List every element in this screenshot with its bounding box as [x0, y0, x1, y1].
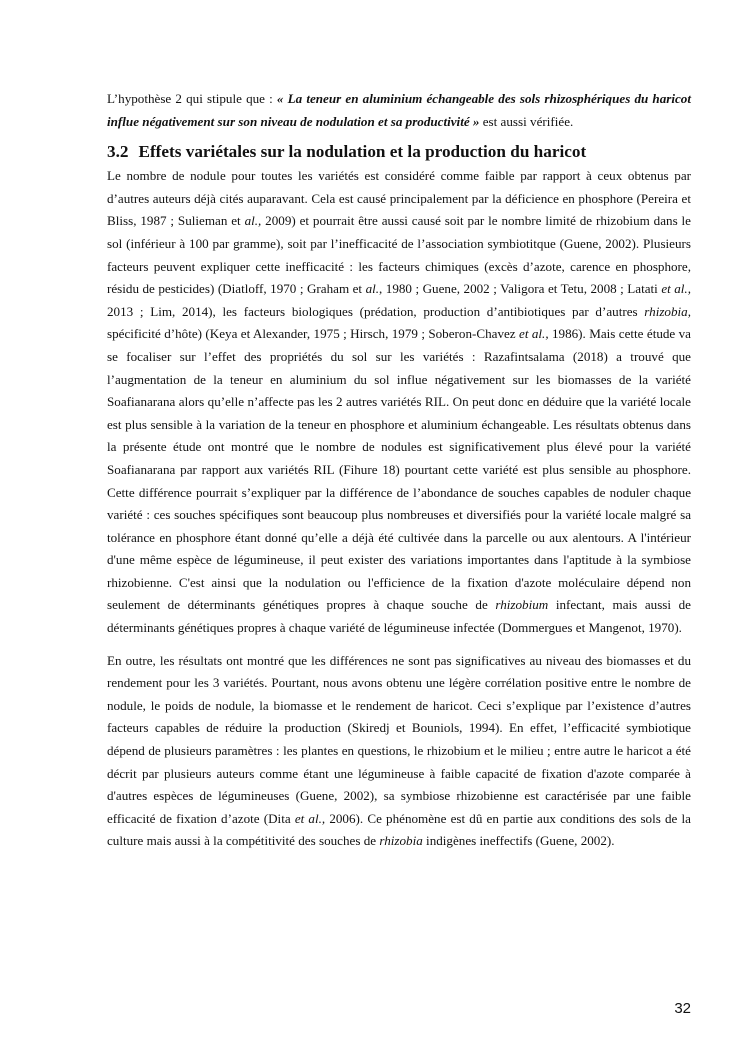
p2-text-2: 2006). Ce phénomène est dû en partie aux conditions des sols de la culture mais aussi à la compétitivité des souches de — [107, 810, 691, 849]
p1-italic-4: rhizobia, — [644, 303, 691, 319]
p1-italic-2: al. — [365, 281, 380, 297]
hypothesis-paragraph — [107, 88, 691, 133]
p1-text-3: , 1980 ; Guene, 2002 ; Valigora et Tetu, 2008 ; Latati — [379, 281, 662, 297]
hypothesis-prefix: L’hypothèse 2 qui stipule que : — [107, 91, 277, 106]
page-number: 32 — [674, 1000, 691, 1017]
p2-italic-1: et al., — [294, 810, 326, 826]
hypothesis-suffix: est aussi vérifiée. — [479, 113, 574, 129]
p1-text-2: 2009) et pourrait être aussi causé soit par le nombre limité de rhizobium dans le sol (inférieur à 100 par gramme), soit par l’inefficacité de l’association symbiotitque (Guene, 2002). Plusieurs facteurs peuvent expliquer cette inefficacité : les facteurs chimiques (excès d’azote, carence en phosphore, résidu de pesticides) (Diatloff, 1970 ; Graham et — [107, 213, 691, 297]
p1-italic-3: et al., — [661, 281, 691, 297]
p1-text-1: Le nombre de nodule pour toutes les variétés est considéré comme faible par rapport à ceux obtenus par d’autres auteurs déjà cités auparavant. Cela est causé principalement par la déficience en phosphore (Pereira et Bliss, 1987 ; Sulieman et — [107, 168, 691, 229]
p1-italic-6: rhizobium — [495, 597, 549, 613]
p1-italic-1: al., — [244, 213, 262, 229]
section-number: 3.2 — [107, 142, 129, 162]
p1-text-4: 2013 ; Lim, 2014), les facteurs biologiques (prédation, production d’antibiotiques par d’autres — [107, 303, 645, 319]
hypothesis-quote: « La teneur en aluminium échangeable des sols rhizosphériques du haricot influe négativement sur son niveau de nodulation et sa productivité » — [107, 91, 691, 129]
document-page — [107, 88, 691, 853]
p1-text-6: 1986). Mais cette étude va se focaliser sur l’effet des propriétés du sol sur les variétés : Razafintsalama (2018) a trouvé que l’augmentation de la teneur en aluminium du sol influe négativement sur les biomasses de la variété Soafianarana alors qu’elle n’affecte pas les 2 autres variétés RIL. On peut donc en déduire que la variété locale est plus sensible à la variation de la teneur en phosphore et aluminium échangeable. Les résultats obtenus dans la présente étude ont montré que le nombre de nodules est significativement plus élevé pour la variété Soafianarana par rapport aux variétés RIL (Fihure 18) pourtant cette variété est plus sensible au phosphore. Cette différence pourrait s’expliquer par la différence de l’abondance de souches capables de noduler chaque variété : ces souches spécifiques sont beaucoup plus nombreuses et diversifiés pour la variété locale malgré sa tolérance en phosphore étant donné qu’elle a déjà été cultivée dans la parcelle ou aux alentours. A l'intérieur d'une même espèce de légumineuse, il peut exister des variations importantes dans l'aptitude à la symbiose rhizobienne. C'est ainsi que la nodulation ou l'efficience de la fixation d'azote moléculaire dépend non seulement de déterminants génétiques propres à chaque souche de — [107, 326, 691, 613]
section-heading — [107, 141, 691, 163]
section-title: Effets variétales sur la nodulation et la production du haricot — [138, 142, 587, 162]
p2-text-3: indigènes ineffectifs (Guene, 2002). — [422, 833, 615, 849]
p1-italic-5: et al., — [519, 326, 549, 342]
p1-text-7: infectant, mais aussi de déterminants génétiques propres à chaque variété de légumineuse infectée (Dommergues et Mangenot, 1970). — [107, 597, 691, 636]
p2-italic-2: rhizobia — [379, 833, 423, 849]
p1-text-5: spécificité d’hôte) (Keya et Alexander, 1975 ; Hirsch, 1979 ; Soberon-Chavez — [107, 326, 520, 342]
body-paragraph-2 — [107, 650, 691, 853]
body-paragraph-1 — [107, 165, 691, 639]
p2-text-1: En outre, les résultats ont montré que les différences ne sont pas significatives au niveau des biomasses et du rendement pour les 3 variétés. Pourtant, nous avons obtenu une légère corrélation positive entre le nombre de nodule, le poids de nodule, la biomasse et le rendement de haricot. Ceci s’explique par l’existence d’autres facteurs capables de réduire la production (Skiredj et Bouniols, 1994). En effet, l’efficacité symbiotique dépend de plusieurs paramètres : les plantes en questions, le rhizobium et le milieu ; entre autre le haricot a été décrit par plusieurs auteurs comme étant une légumineuse à faible capacité de fixation d'azote comparée à d'autres espèces de légumineuses (Guene, 2002), sa symbiose rhizobienne est caractérisée par une faible efficacité de fixation d’azote (Dita — [107, 652, 691, 826]
